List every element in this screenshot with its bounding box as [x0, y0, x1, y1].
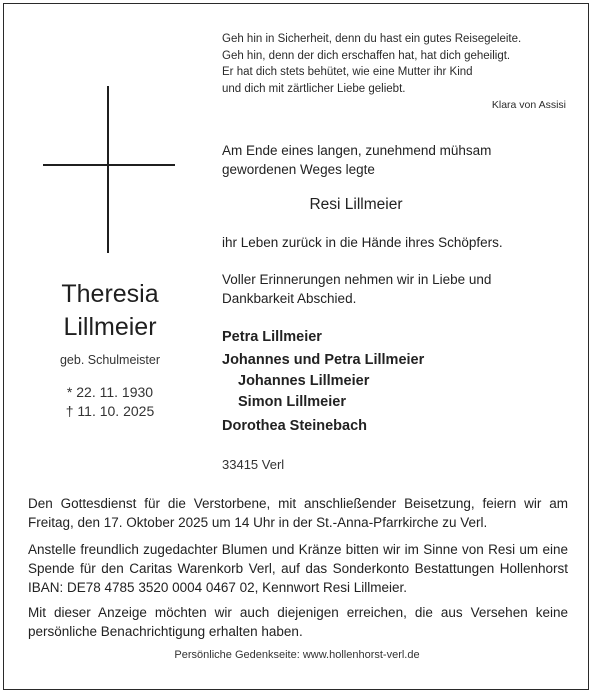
poem-author: Klara von Assisi	[491, 99, 566, 111]
poem-line: Geh hin, denn der dich erschaffen hat, hat dich geheiligt.	[222, 49, 511, 62]
mourner-location: 33415 Verl	[222, 457, 285, 472]
deceased-born-name: geb. Schulmeister	[59, 353, 161, 367]
cross-horizontal-bar	[43, 164, 175, 166]
deceased-first-name: Theresia	[61, 280, 159, 308]
announcement-back-line: ihr Leben zurück in die Hände ihres Schöpfers.	[222, 235, 503, 250]
cross-vertical-bar	[107, 86, 109, 253]
deceased-last-name: Lillmeier	[63, 313, 157, 341]
mourner-name: Johannes und Petra Lillmeier	[222, 352, 425, 368]
memories-line: Dankbarkeit Abschied.	[222, 291, 357, 306]
intro-line: Am Ende eines langen, zunehmend mühsam	[222, 143, 492, 158]
mourner-name: Simon Lillmeier	[238, 394, 346, 410]
death-date: † 11. 10. 2025	[65, 403, 155, 419]
memories-line: Voller Erinnerungen nehmen wir in Liebe und	[222, 272, 492, 287]
announcement-intro	[222, 141, 491, 179]
birth-date: * 22. 11. 1930	[66, 384, 154, 400]
intro-line: gewordenen Weges legte	[222, 162, 375, 177]
poem-line: Geh hin in Sicherheit, denn du hast ein gutes Reisegeleite.	[222, 33, 522, 45]
poem-line: und dich mit zärtlicher Liebe geliebt.	[222, 82, 406, 95]
mourner-name: Petra Lillmeier	[222, 329, 322, 345]
announcement-name: Resi Lillmeier	[309, 196, 403, 213]
announcement-memories	[222, 270, 491, 308]
donation-paragraph: Anstelle freundlich zugedachter Blumen und Kränze bitten wir im Sinne von Resi um eine Spende für den Caritas Warenkorb Verl, auf das Sonderkonto Bestattungen Hollenhorst IBAN: DE78 4785 3520 0004 0467 02, Kennwort Resi Lillmeier.	[28, 542, 568, 595]
poem	[222, 31, 521, 97]
mourner-name: Dorothea Steinebach	[222, 418, 368, 434]
notice-paragraph: Mit dieser Anzeige möchten wir auch diejenigen erreichen, die aus Versehen keine persönliche Benachrichtigung erhalten haben.	[28, 605, 568, 639]
poem-line: Er hat dich stets behütet, wie eine Mutter ihr Kind	[222, 66, 473, 79]
memorial-page-link[interactable]: Persönliche Gedenkseite: www.hollenhorst-verl.de	[174, 649, 420, 661]
service-paragraph: Den Gottesdienst für die Verstorbene, mit anschließender Beisetzung, feiern wir am Freitag, den 17. Oktober 2025 um 14 Uhr in der St.-Anna-Pfarrkirche zu Verl.	[28, 496, 568, 530]
mourner-name: Johannes Lillmeier	[238, 373, 370, 389]
